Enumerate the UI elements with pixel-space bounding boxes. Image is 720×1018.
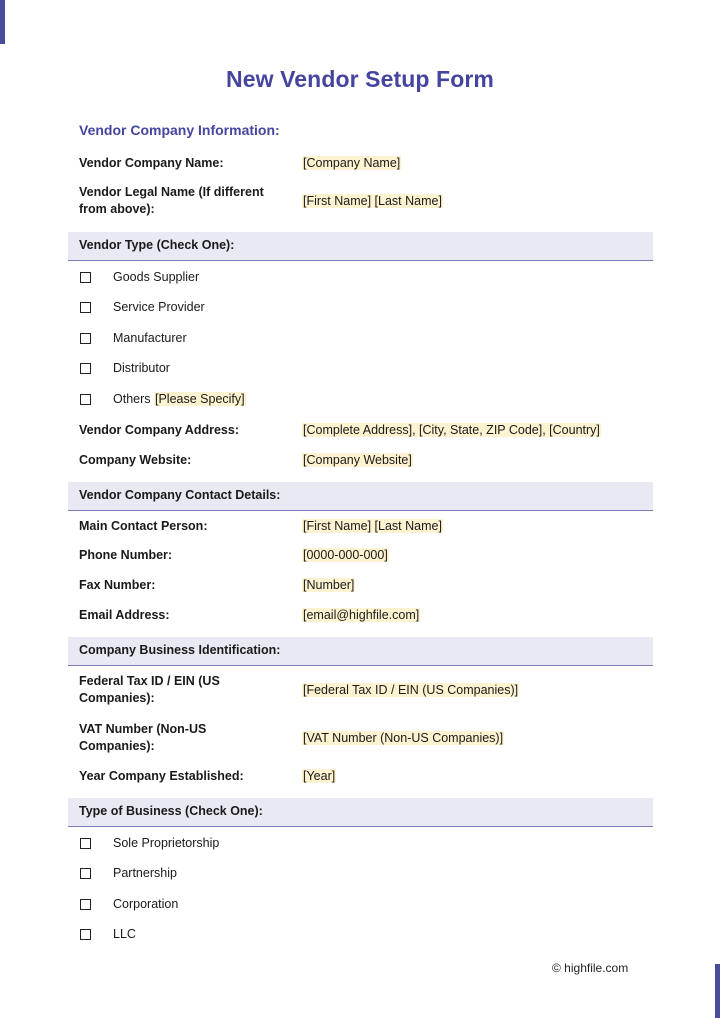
vat-field[interactable] xyxy=(302,730,504,747)
contact-value: [email@highfile.com] xyxy=(303,608,420,622)
contact-field[interactable] xyxy=(302,518,443,535)
vendor-type-option-label: Others xyxy=(113,392,151,406)
checkbox-icon[interactable] xyxy=(80,394,91,405)
year-value: [Year] xyxy=(303,769,336,783)
year-field[interactable] xyxy=(302,768,336,785)
contact-field[interactable] xyxy=(302,577,355,594)
business-type-option-label: Corporation xyxy=(113,897,179,911)
contact-heading-bar xyxy=(68,482,653,511)
tax-id-label-line2: Companies): xyxy=(79,691,155,705)
checkbox-icon[interactable] xyxy=(80,272,91,283)
contact-label: Email Address: xyxy=(79,608,170,622)
contact-label: Main Contact Person: xyxy=(79,519,208,533)
contact-label: Fax Number: xyxy=(79,578,156,592)
website-value: [Company Website] xyxy=(303,453,412,467)
contact-label: Phone Number: xyxy=(79,548,173,562)
section-heading: Vendor Company Information: xyxy=(79,122,280,138)
footer-copyright: © highfile.com xyxy=(552,961,629,975)
tax-id-value: [Federal Tax ID / EIN (US Companies)] xyxy=(303,683,519,697)
contact-field[interactable] xyxy=(302,547,389,564)
business-type-heading-bar xyxy=(68,798,653,827)
company-name-value: [Company Name] xyxy=(303,156,401,170)
contact-value: [First Name] [Last Name] xyxy=(303,519,442,533)
address-label: Vendor Company Address: xyxy=(79,423,239,437)
corner-accent-top xyxy=(0,0,5,44)
tax-id-label-line1: Federal Tax ID / EIN (US xyxy=(79,674,220,688)
vendor-type-option-label: Service Provider xyxy=(113,300,205,314)
checkbox-icon[interactable] xyxy=(80,302,91,313)
vendor-type-heading-bar xyxy=(68,232,653,261)
page-title: New Vendor Setup Form xyxy=(226,66,494,92)
website-field[interactable] xyxy=(302,452,413,469)
legal-name-field[interactable] xyxy=(302,193,443,210)
tax-id-label xyxy=(79,673,289,707)
address-value: [Complete Address], [City, State, ZIP Code], [Country] xyxy=(303,423,600,437)
identification-heading-bar xyxy=(68,637,653,666)
company-name-label: Vendor Company Name: xyxy=(79,156,224,170)
vat-label xyxy=(79,721,289,755)
checkbox-icon[interactable] xyxy=(80,363,91,374)
contact-field[interactable] xyxy=(302,607,420,624)
tax-id-field[interactable] xyxy=(302,682,519,699)
business-type-heading: Type of Business (Check One): xyxy=(79,804,263,818)
contact-value: [Number] xyxy=(303,578,355,592)
legal-name-label-line1: Vendor Legal Name (If different xyxy=(79,185,264,199)
contact-heading: Vendor Company Contact Details: xyxy=(79,488,281,502)
contact-value: [0000-000-000] xyxy=(303,548,388,562)
business-type-option-label: Sole Proprietorship xyxy=(113,836,220,850)
checkbox-icon[interactable] xyxy=(80,838,91,849)
checkbox-icon[interactable] xyxy=(80,333,91,344)
vendor-type-option-label: Manufacturer xyxy=(113,331,187,345)
legal-name-label xyxy=(79,184,289,218)
vendor-type-option-label: Goods Supplier xyxy=(113,270,200,284)
vendor-type-option-label: Distributor xyxy=(113,361,170,375)
year-label: Year Company Established: xyxy=(79,769,244,783)
legal-name-label-line2: from above): xyxy=(79,202,155,216)
address-field[interactable] xyxy=(302,422,601,439)
others-specify-field[interactable]: [Please Specify] xyxy=(155,392,245,406)
vendor-type-heading: Vendor Type (Check One): xyxy=(79,238,235,252)
legal-name-value: [First Name] [Last Name] xyxy=(303,194,442,208)
corner-accent-bottom xyxy=(715,964,720,1018)
identification-heading: Company Business Identification: xyxy=(79,643,281,657)
checkbox-icon[interactable] xyxy=(80,929,91,940)
checkbox-icon[interactable] xyxy=(80,899,91,910)
website-label: Company Website: xyxy=(79,453,192,467)
vat-label-line2: Companies): xyxy=(79,739,155,753)
company-name-field[interactable] xyxy=(302,155,401,172)
business-type-option-label: LLC xyxy=(113,927,136,941)
business-type-option-label: Partnership xyxy=(113,866,177,880)
checkbox-icon[interactable] xyxy=(80,868,91,879)
vat-value: [VAT Number (Non-US Companies)] xyxy=(303,731,504,745)
vat-label-line1: VAT Number (Non-US xyxy=(79,722,207,736)
